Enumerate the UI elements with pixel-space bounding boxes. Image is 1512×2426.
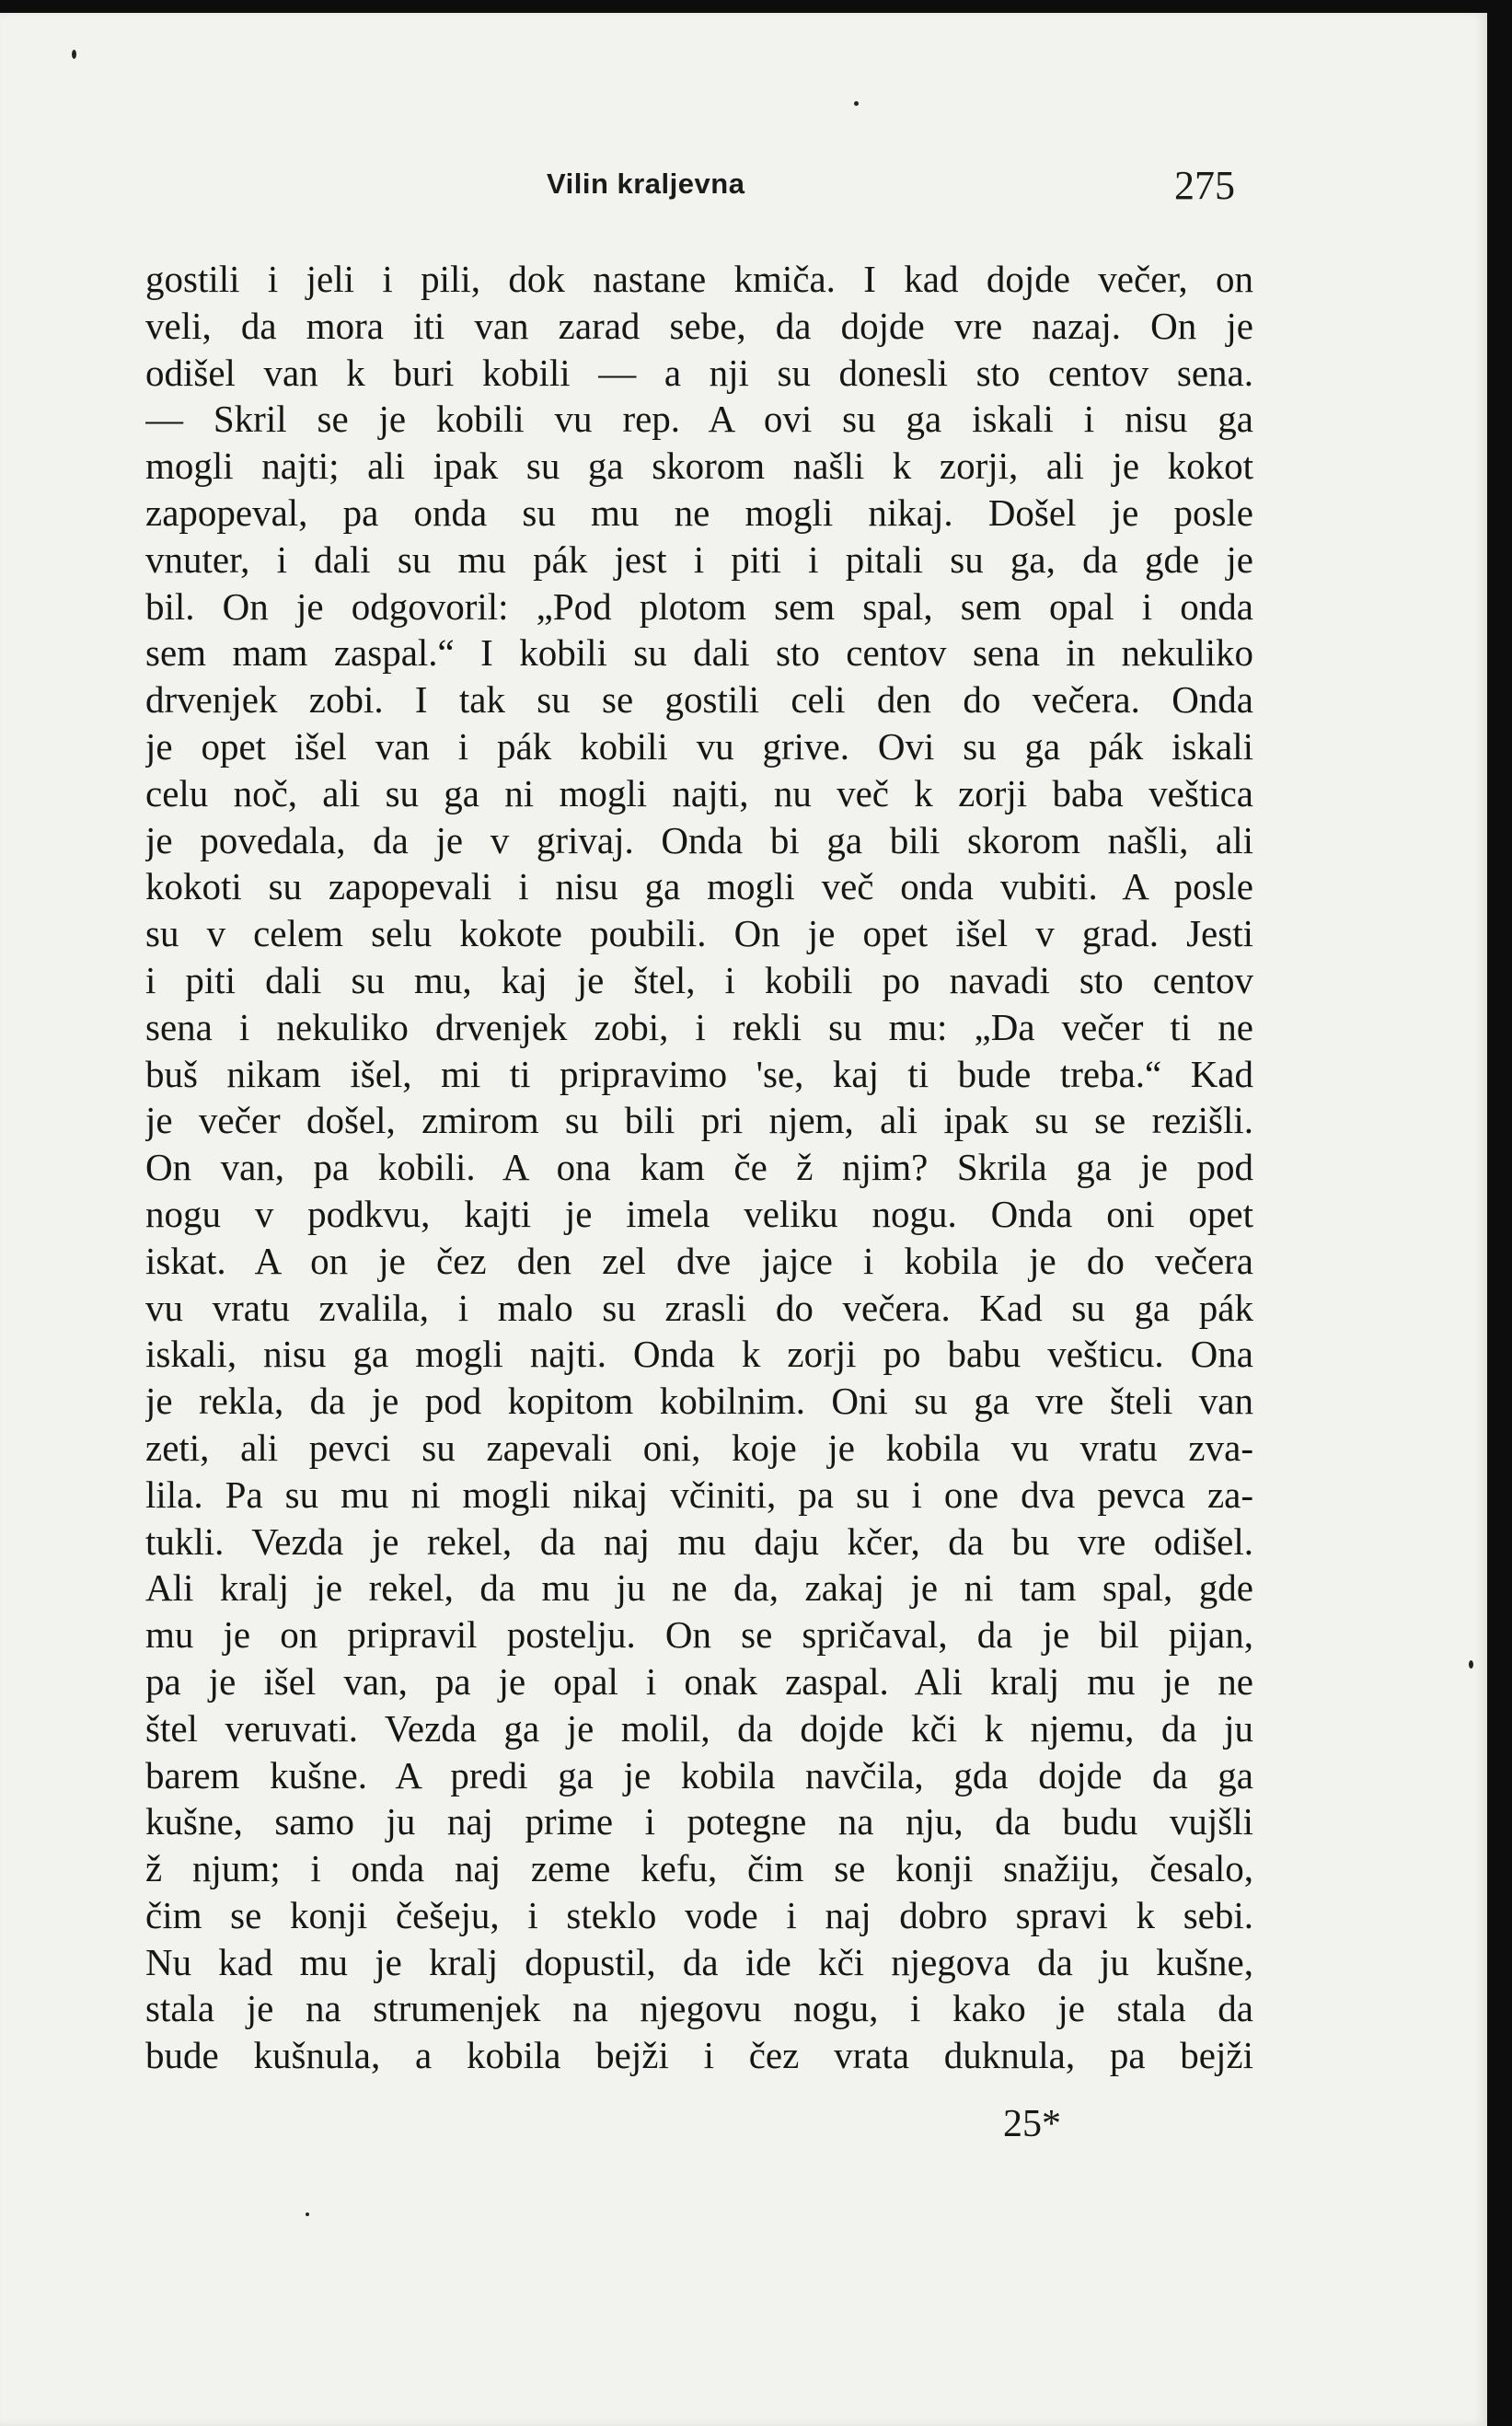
text-line: drvenjek zobi. I tak su se gostili celi den do večera. Onda (145, 678, 1253, 722)
scan-speck (1469, 1660, 1473, 1669)
text-line: sena i nekuliko drvenjek zobi, i rekli su mu: „Da večer ti ne (145, 1005, 1253, 1048)
text-line: — Skril se je kobili vu rep. A ovi su ga iskali i nisu ga (145, 398, 1253, 441)
text-line: Ali kralj je rekel, da mu ju ne da, zakaj je ni tam spal, gde (145, 1566, 1253, 1610)
text-line: zapopeval, pa onda su mu ne mogli nikaj. Došel je posle (145, 491, 1253, 534)
text-line: Nu kad mu je kralj dopustil, da ide kči njegova da ju kušne, (145, 1940, 1253, 1983)
text-line: odišel van k buri kobili — a nji su donesli sto centov sena. (145, 351, 1253, 394)
text-line: bil. On je odgovoril: „Pod plotom sem spal, sem opal i onda (145, 584, 1253, 628)
text-line: tukli. Vezda je rekel, da naj mu daju kčer, da bu vre odišel. (145, 1519, 1253, 1563)
text-line: veli, da mora iti van zarad sebe, da dojde vre nazaj. On je (145, 304, 1253, 347)
text-line: lila. Pa su mu ni mogli nikaj včiniti, pa su i one dva pevca za- (145, 1473, 1253, 1516)
text-line: bude kušnula, a kobila bejži i čez vrata duknula, pa bejži (145, 2034, 1253, 2077)
text-line: sem mam zaspal.“ I kobili su dali sto centov sena in nekuliko (145, 631, 1253, 675)
signature-mark: 25* (1003, 2103, 1061, 2145)
text-line: nogu v podkvu, kajti je imela veliku nogu. Onda oni opet (145, 1192, 1253, 1235)
text-line: zeti, ali pevci su zapevali oni, koje je kobila vu vratu zva- (145, 1426, 1253, 1469)
text-line: gostili i jeli i pili, dok nastane kmiča. I kad dojde večer, on (145, 258, 1253, 300)
text-line: celu noč, ali su ga ni mogli najti, nu več k zorji baba veštica (145, 771, 1253, 814)
text-line: je večer došel, zmirom su bili pri njem, ali ipak su se rezišli. (145, 1099, 1253, 1142)
text-line: čim se konji češeju, i steklo vode i naj dobro spravi k sebi. (145, 1893, 1253, 1936)
book-page (0, 13, 1487, 2426)
text-line: vu vratu zvalila, i malo su zrasli do večera. Kad su ga pák (145, 1286, 1253, 1329)
text-line: On van, pa kobili. A ona kam če ž njim? Skrila ga je pod (145, 1146, 1253, 1189)
text-line: iskat. A on je čez den zel dve jajce i kobila je do večera (145, 1239, 1253, 1282)
body-text (145, 256, 1253, 2079)
text-line: je povedala, da je v grivaj. Onda bi ga bili skorom našli, ali (145, 818, 1253, 861)
page-number: 275 (1174, 163, 1235, 208)
text-line: stala je na strumenjek na njegovu nogu, i kako je stala da (145, 1987, 1253, 2030)
page-header (0, 163, 1487, 214)
text-line: mogli najti; ali ipak su ga skorom našli k zorji, ali je kokot (145, 445, 1253, 488)
scan-speck (72, 50, 76, 59)
text-line: mu je on pripravil postelju. On se spričaval, da je bil pijan, (145, 1613, 1253, 1657)
text-line: kokoti su zapopevali i nisu ga mogli več onda vubiti. A posle (145, 865, 1253, 908)
text-line: pa je išel van, pa je opal i onak zaspal. Ali kralj mu je ne (145, 1659, 1253, 1703)
text-line: su v celem selu kokote poubili. On je opet išel v grad. Jesti (145, 912, 1253, 955)
text-line: štel veruvati. Vezda ga je molil, da dojde kči k njemu, da ju (145, 1706, 1253, 1750)
text-line: kušne, samo ju naj prime i potegne na nju, da budu vujšli (145, 1800, 1253, 1843)
scan-speck (854, 101, 859, 106)
running-title: Vilin kraljevna (547, 168, 745, 200)
text-line: ž njum; i onda naj zeme kefu, čim se konji snažiju, česalo, (145, 1847, 1253, 1890)
text-line: barem kušne. A predi ga je kobila navčila, gda dojde da ga (145, 1753, 1253, 1796)
text-line: buš nikam išel, mi ti pripravimo 'se, kaj ti bude treba.“ Kad (145, 1052, 1253, 1095)
text-line: vnuter, i dali su mu pák jest i piti i pitali su ga, da gde je (145, 537, 1253, 581)
text-line: iskali, nisu ga mogli najti. Onda k zorji po babu vešticu. Ona (145, 1333, 1253, 1376)
text-line: i piti dali su mu, kaj je štel, i kobili po navadi sto centov (145, 958, 1253, 1001)
text-line: je rekla, da je pod kopitom kobilnim. Oni su ga vre šteli van (145, 1380, 1253, 1423)
text-line: je opet išel van i pák kobili vu grive. Ovi su ga pák iskali (145, 724, 1253, 768)
scan-speck (306, 2212, 309, 2216)
